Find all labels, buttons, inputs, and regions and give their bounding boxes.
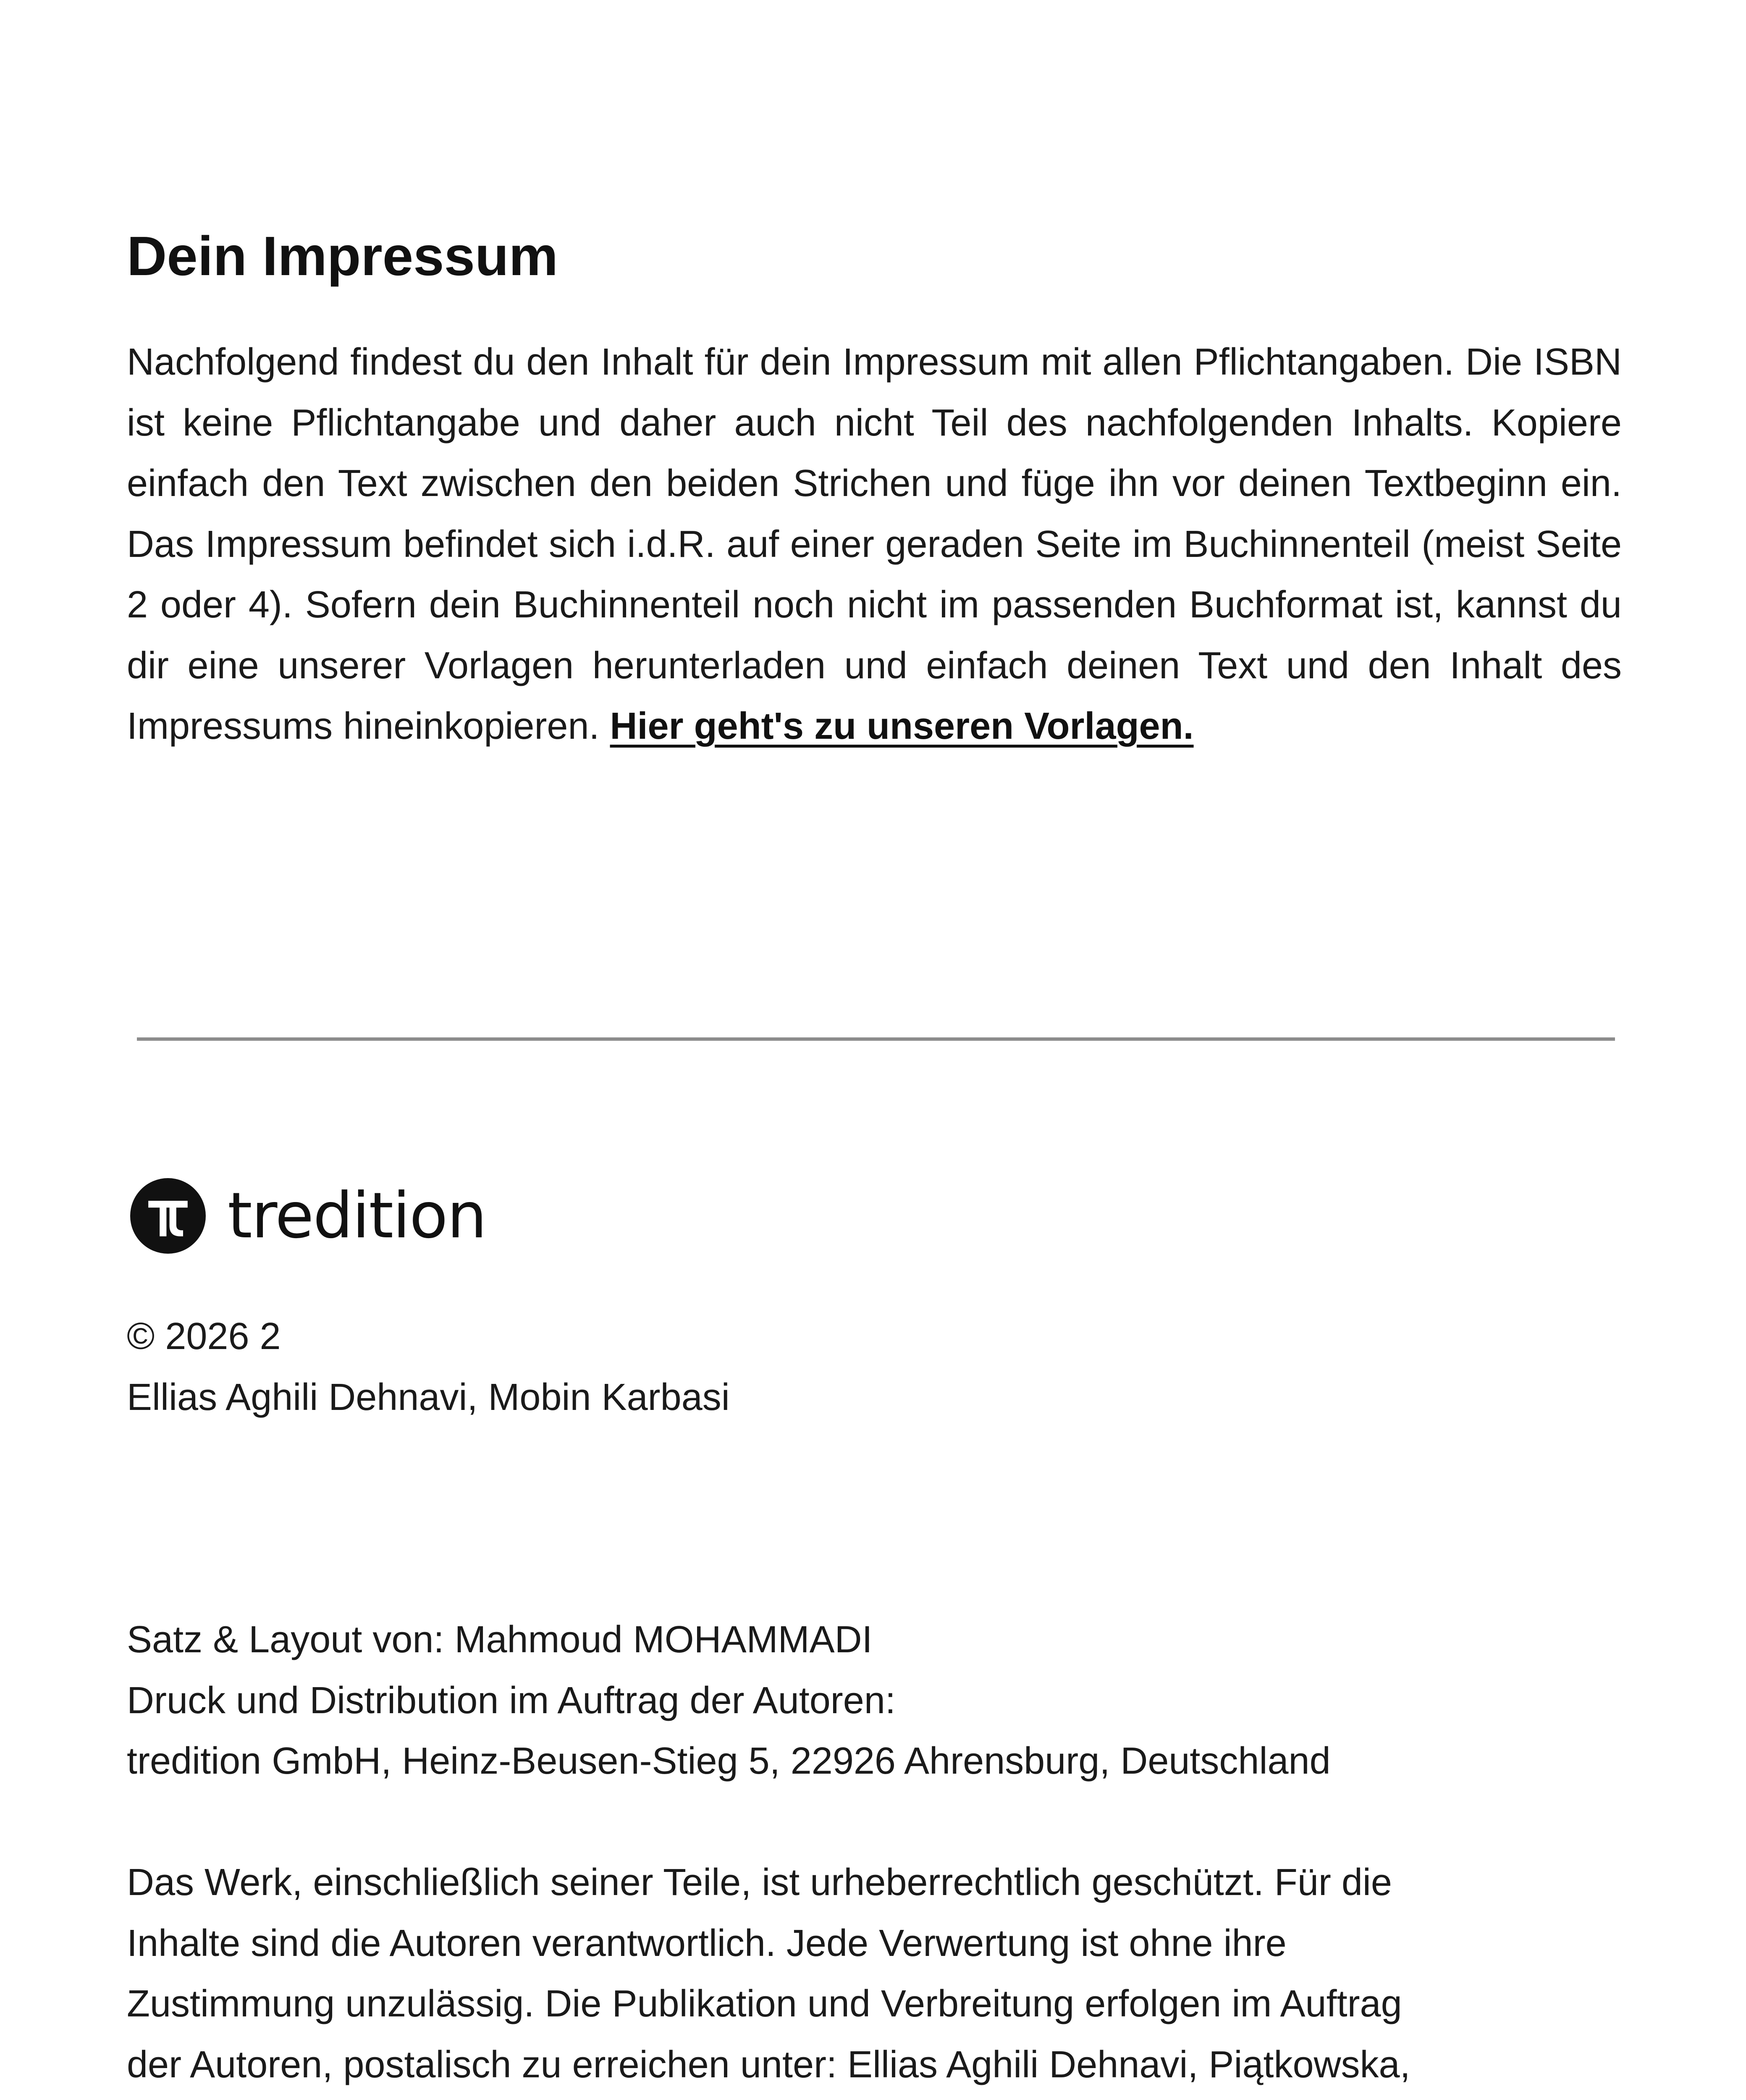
templates-link[interactable]: Hier geht's zu unseren Vorlagen.: [610, 705, 1194, 747]
tredition-logo-icon: [130, 1178, 206, 1254]
publisher-logo: [130, 1176, 486, 1256]
legal-line: Das Werk, einschließlich seiner Teile, ist urheberrechtlich geschützt. Für die: [127, 1861, 1392, 1903]
legal-line: der Autoren, postalisch zu erreichen unter: Ellias Aghili Dehnavi, Piątkowska,: [127, 2043, 1410, 2086]
brand-name: tredition: [228, 1179, 486, 1252]
legal-line: Inhalte sind die Autoren verantwortlich. Jede Verwertung ist ohne ihre: [127, 1922, 1287, 1964]
intro-text: Nachfolgend findest du den Inhalt für dein Impressum mit allen Pflichtangaben. Die ISBN ist keine Pflichtangabe und daher auch nicht Teil des nachfolgenden Inhalts. Kopiere einfach den Text zwischen den beiden Strichen und füge ihn vor deinen Textbeginn ein. Das Impressum befindet sich i.d.R. auf einer geraden Seite im Buchinnenteil (meist Seite 2 oder 4). Sofern dein Buchinnenteil noch nicht im passenden Buchformat ist, kannst du dir eine unserer Vorlagen herunterladen und einfach deinen Text und den Inhalt des Impressums hineinkopieren.: [127, 341, 1622, 747]
credits-block: [127, 1609, 1639, 1792]
legal-notice: [127, 1852, 1639, 2100]
authors-line: Ellias Aghili Dehnavi, Mobin Karbasi: [127, 1376, 730, 1418]
legal-line: [127, 2095, 1639, 2100]
layout-credit: Satz & Layout von: Mahmoud MOHAMMADI: [127, 1619, 873, 1661]
copyright-line: © 2026 2: [127, 1315, 281, 1357]
page-title: Dein Impressum: [127, 225, 558, 287]
copyright-block: [127, 1306, 1639, 1428]
publisher-address: tredition GmbH, Heinz-Beusen-Stieg 5, 22926 Ahrensburg, Deutschland: [127, 1740, 1331, 1782]
legal-line: Zustimmung unzulässig. Die Publikation und Verbreitung erfolgen im Auftrag: [127, 1983, 1402, 2025]
intro-paragraph: [127, 332, 1622, 757]
divider-top: [137, 1037, 1615, 1041]
print-label: Druck und Distribution im Auftrag der Autoren:: [127, 1679, 896, 1722]
